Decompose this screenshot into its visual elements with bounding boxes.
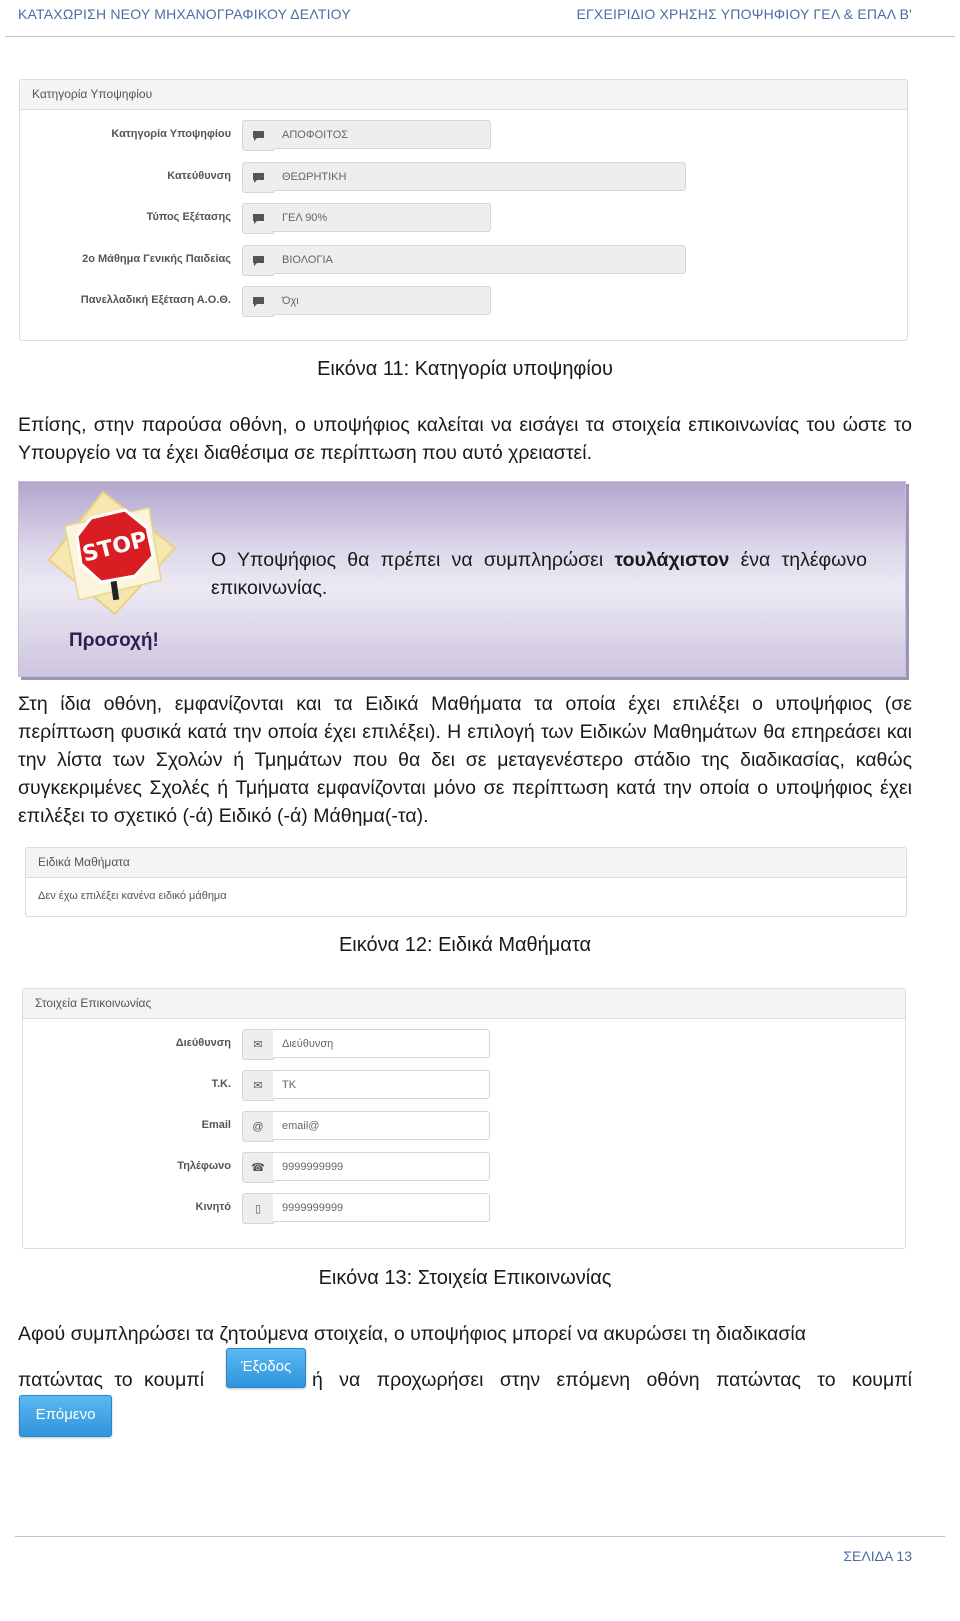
note-text-before: Ο Υποψήφιος θα πρέπει να συμπληρώσει	[211, 549, 615, 571]
contact-panel-title: Στοιχεία Επικοινωνίας	[23, 989, 905, 1019]
warning-note-box	[18, 481, 906, 677]
paragraph-contact-intro: Επίσης, στην παρούσα οθόνη, ο υποψήφιος καλείται να εισάγει τα στοιχεία επικοινωνίας του ώστε το Υπουργείο να τα έχει διαθέσιμα σε περίπτωση που αυτό χρειαστεί.	[18, 414, 912, 464]
envelope-icon: ✉	[242, 1029, 274, 1060]
category-row-label: 2ο Μάθημα Γενικής Παιδείας	[82, 253, 231, 265]
contact-row-input[interactable]: Διεύθυνση	[273, 1029, 490, 1058]
category-row-label: Κατηγορία Υποψηφίου	[111, 128, 231, 140]
comment-icon	[242, 162, 274, 193]
exit-button[interactable]: Έξοδος	[226, 1348, 306, 1388]
category-row	[0, 203, 960, 234]
special-courses-message: Δεν έχω επιλέξει κανένα ειδικό μάθημα	[38, 890, 227, 902]
contact-row	[0, 1152, 960, 1183]
category-row-label: Τύπος Εξέτασης	[146, 211, 231, 223]
contact-row-input[interactable]: TK	[273, 1070, 490, 1099]
comment-icon	[242, 120, 274, 151]
comment-icon	[242, 286, 274, 317]
comment-icon	[242, 203, 274, 234]
note-text-after: ένα τηλέφωνο επικοινωνίας.	[211, 549, 867, 599]
contact-row-label: Κινητό	[195, 1201, 231, 1213]
comment-icon	[242, 245, 274, 276]
mobile-icon: ▯	[242, 1193, 274, 1224]
contact-row	[0, 1070, 960, 1101]
caption-figure-12: Εικόνα 12: Ειδικά Μαθήματα	[338, 934, 592, 956]
paragraph-actions-right: ή να προχωρήσει στην επόμενη οθόνη πατώντας το κουμπί	[312, 1369, 912, 1391]
caption-figure-13: Εικόνα 13: Στοιχεία Επικοινωνίας	[318, 1267, 612, 1289]
paragraph-actions: Αφού συμπληρώσει τα ζητούμενα στοιχεία, ο υποψήφιος μπορεί να ακυρώσει τη διαδικασία	[18, 1323, 806, 1345]
header-right-title: ΕΓΧΕΙΡΙΔΙΟ ΧΡΗΣΗΣ ΥΠΟΨΗΦΙΟΥ ΓΕΛ & ΕΠΑΛ Β'	[576, 6, 912, 22]
envelope-icon: ✉	[242, 1070, 274, 1101]
category-row-value: ΑΠΟΦΟΙΤΟΣ	[273, 120, 491, 149]
warning-note-text	[211, 546, 867, 602]
contact-row-label: T.K.	[211, 1078, 231, 1090]
category-panel-title: Κατηγορία Υποψηφίου	[20, 80, 907, 110]
category-row-value: Όχι	[273, 286, 491, 315]
special-courses-panel	[25, 847, 907, 917]
phone-icon: ☎	[242, 1152, 274, 1183]
contact-row-input[interactable]: 9999999999	[273, 1152, 490, 1181]
contact-row-input[interactable]: email@	[273, 1111, 490, 1140]
header-divider	[5, 36, 955, 37]
stop-sign-icon	[43, 488, 183, 618]
category-row-label: Κατεύθυνση	[167, 170, 231, 182]
header-left-title: ΚΑΤΑΧΩΡΙΣΗ ΝΕΟΥ ΜΗΧΑΝΟΓΡΑΦΙΚΟΥ ΔΕΛΤΙΟΥ	[18, 6, 351, 22]
contact-row-label: Τηλέφωνο	[177, 1160, 231, 1172]
paragraph-actions-left: πατώντας το κουμπί	[18, 1369, 205, 1391]
next-button[interactable]: Επόμενο	[19, 1395, 112, 1437]
paragraph-special-courses: Στη ίδια οθόνη, εμφανίζονται και τα Ειδικά Μαθήματα τα οποία έχει επιλέξει ο υποψήφιος (σε περίπτωση φυσικά κατά την οποία έχει επιλέξει). Η επιλογή των Ειδικών Μαθημάτων θα επηρεάσει και την λίστα των Σχολών ή Τμημάτων που θα δει σε μεταγενέστερο στάδιο της διαδικασίας, καθώς συγκεκριμένες Σχολές ή Τμήματα εμφανίζονται μόνο σε περίπτωση κατά την οποία ο υποψήφιος έχει επιλέξει το σχετικό (-ά) Ειδικό (-ά) Μάθημα(-τα).	[18, 693, 912, 827]
category-row	[0, 286, 960, 317]
contact-row-input[interactable]: 9999999999	[273, 1193, 490, 1222]
category-row-value: ΘΕΩΡΗΤΙΚΗ	[273, 162, 686, 191]
category-row-label: Πανελλαδική Εξέταση Α.Ο.Θ.	[80, 294, 231, 306]
warning-label: Προσοχή!	[69, 630, 159, 651]
category-row	[0, 162, 960, 193]
contact-row	[0, 1029, 960, 1060]
at-icon: @	[242, 1111, 274, 1142]
note-text-bold: τουλάχιστον	[614, 549, 730, 571]
category-row	[0, 245, 960, 276]
stop-sign-text: STOP	[79, 527, 150, 568]
footer-page-number: ΣΕΛΙΔΑ 13	[843, 1548, 912, 1564]
caption-figure-11: Εικόνα 11: Κατηγορία υποψηφίου	[317, 358, 613, 380]
footer-divider	[15, 1536, 945, 1537]
contact-row	[0, 1111, 960, 1142]
category-row	[0, 120, 960, 151]
contact-row-label: Διεύθυνση	[175, 1037, 231, 1049]
special-courses-title: Ειδικά Μαθήματα	[26, 848, 906, 878]
contact-row	[0, 1193, 960, 1224]
contact-row-label: Email	[201, 1119, 231, 1131]
category-row-value: ΒΙΟΛΟΓΙΑ	[273, 245, 686, 274]
category-row-value: ΓΕΛ 90%	[273, 203, 491, 232]
